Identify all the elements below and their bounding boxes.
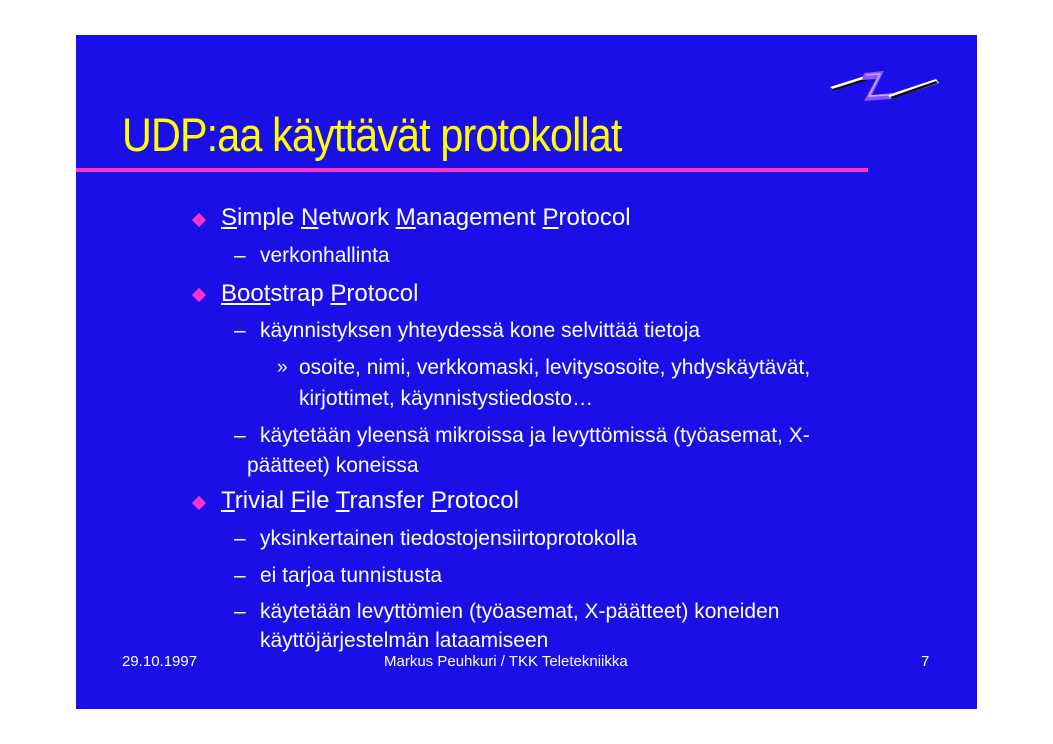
sub-item-tftp-3-line-1: käytetään levyttömien (työasemat, X-päätteet) koneiden: [260, 600, 780, 623]
diamond-bullet-icon: [192, 288, 206, 302]
sub-item-bootp-1: käynnistyksen yhteydessä kone selvittää tietoja: [260, 319, 701, 342]
underlined-initial: S: [221, 204, 238, 231]
underlined-initial: P: [430, 487, 447, 514]
slide-title: UDP:aa käyttävät protokollat: [122, 108, 622, 161]
text-part: rivial: [234, 487, 291, 514]
bullet-tftp: [221, 487, 519, 515]
diamond-bullet-icon: [192, 213, 206, 227]
text-part: imple: [237, 204, 302, 231]
text-part: rotocol: [346, 280, 419, 307]
detail-bootp-line-1: osoite, nimi, verkkomaski, levitysosoite, yhdyskäytävät,: [299, 356, 811, 379]
footer-author: Markus Peuhkuri / TKK Teletekniikka: [384, 653, 628, 670]
underlined-initial: M: [395, 204, 416, 231]
text-part: anagement: [415, 204, 543, 231]
text-part: rotocol: [446, 487, 519, 514]
dash-bullet: –: [234, 564, 246, 587]
underlined-initial: T: [335, 487, 350, 514]
footer-page-number: 7: [921, 653, 930, 670]
underlined-initial: Boot: [221, 280, 271, 307]
bullet-bootp: [221, 280, 418, 308]
raquo-bullet: »: [277, 357, 288, 378]
text-part: ransfer: [349, 487, 431, 514]
footer-date: 29.10.1997: [122, 653, 198, 670]
dash-bullet: –: [234, 527, 246, 550]
sub-item-bootp-2-line-1: käytetään yleensä mikroissa ja levyttömissä (työasemat, X-: [260, 424, 810, 447]
slide: [76, 35, 977, 709]
text-part: etwork: [318, 204, 396, 231]
sub-item-bootp-2-line-2: päätteet) koneissa: [247, 454, 419, 477]
text-part: rotocol: [558, 204, 631, 231]
sub-item-tftp-2: ei tarjoa tunnistusta: [260, 564, 443, 587]
text-part: ile: [305, 487, 336, 514]
underlined-initial: P: [330, 280, 347, 307]
bullet-snmp: [221, 204, 631, 232]
text-part: strap: [270, 280, 331, 307]
slide-content: [76, 35, 977, 709]
underlined-initial: T: [221, 487, 235, 514]
underlined-initial: P: [542, 204, 559, 231]
sub-item-tftp-1: yksinkertainen tiedostojensiirtoprotokolla: [260, 527, 638, 550]
dash-bullet: –: [234, 600, 246, 623]
diamond-bullet-icon: [192, 496, 206, 510]
sub-item-snmp-1: verkonhallinta: [260, 244, 390, 267]
dash-bullet: –: [234, 424, 246, 447]
underlined-initial: N: [301, 204, 319, 231]
underlined-initial: F: [290, 487, 306, 514]
dash-bullet: –: [234, 244, 246, 267]
sub-item-tftp-3-line-2: käyttöjärjestelmän lataamiseen: [260, 629, 549, 652]
dash-bullet: –: [234, 319, 246, 342]
detail-bootp-line-2: kirjottimet, käynnistystiedosto…: [299, 387, 594, 410]
